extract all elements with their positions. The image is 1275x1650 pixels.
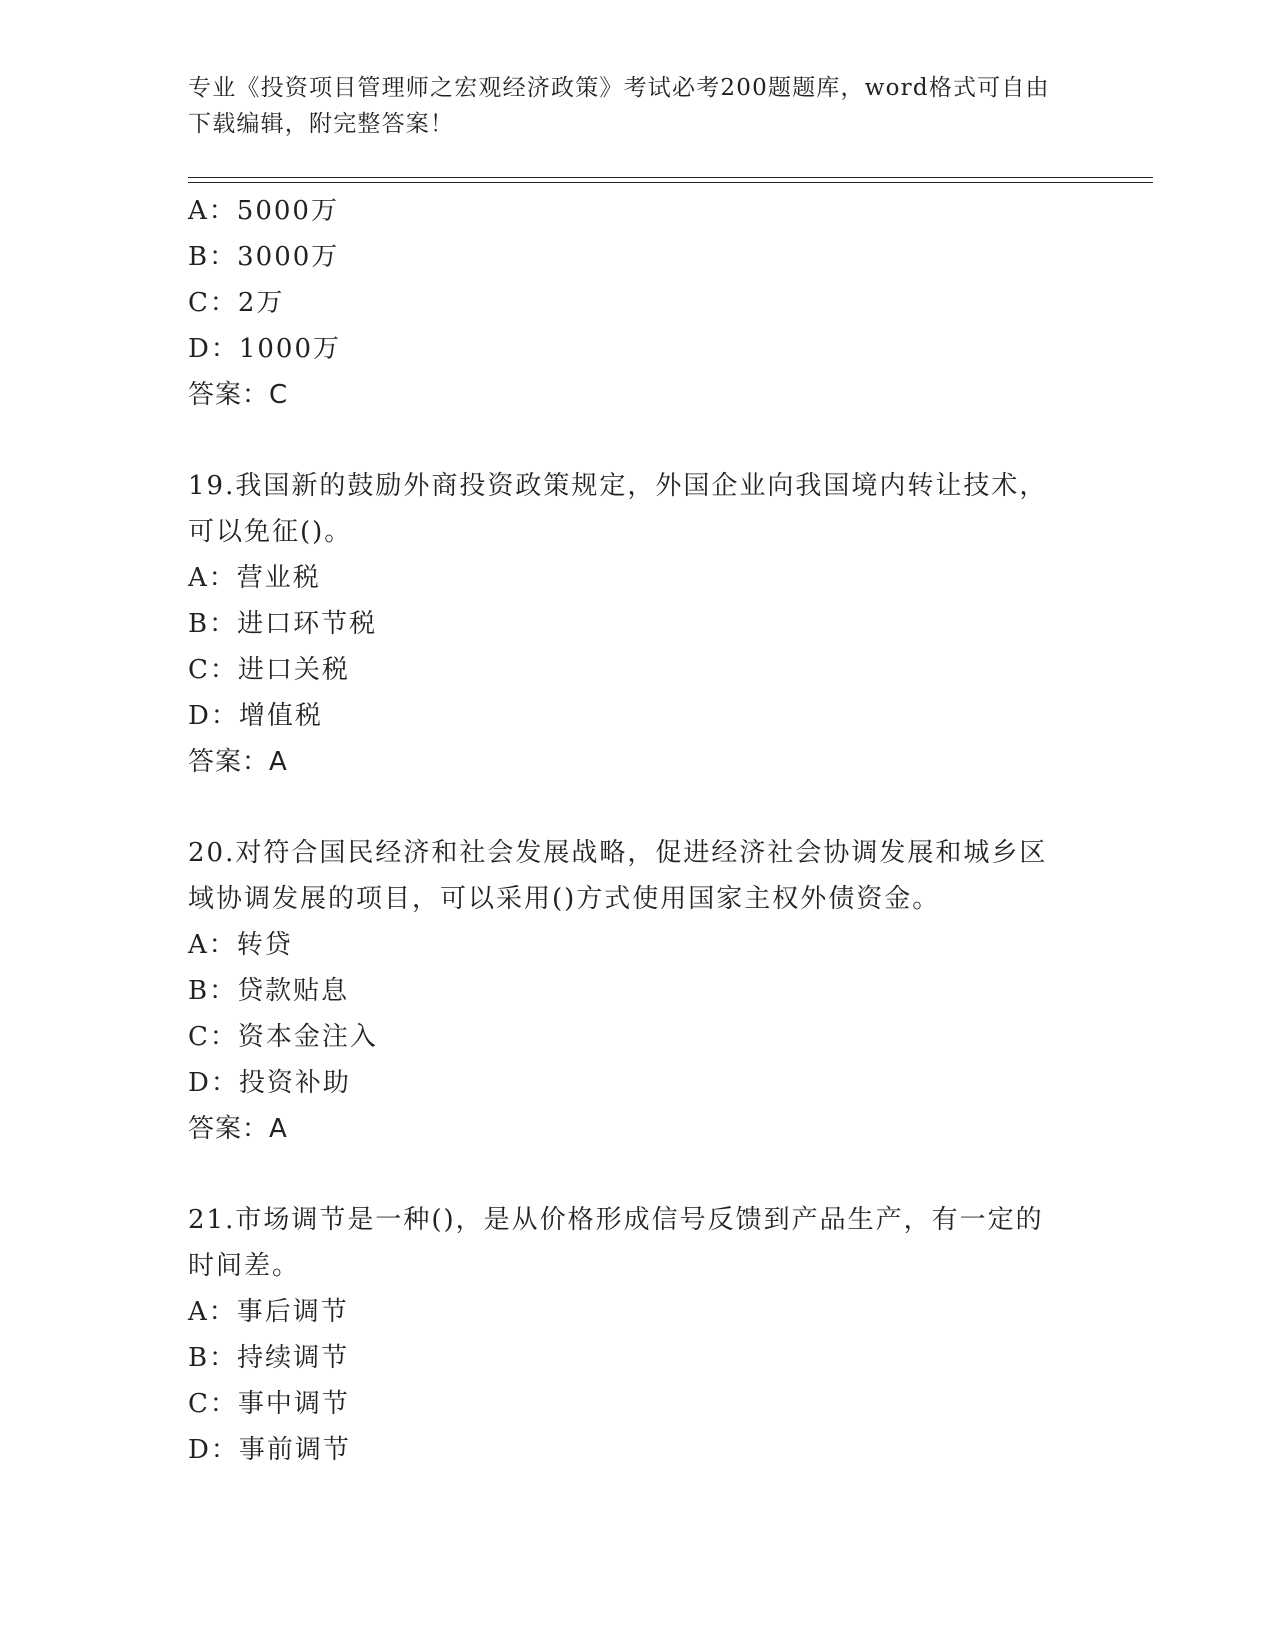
option-b: B：持续调节	[188, 1343, 350, 1373]
option-d: D：1000万	[188, 334, 342, 364]
header-title-line-1: 专业《投资项目管理师之宏观经济政策》考试必考200题题库，word格式可自由	[188, 75, 1050, 101]
option-a: A：转贷	[188, 930, 293, 960]
header-divider-top	[188, 177, 1153, 178]
option-b: B：贷款贴息	[188, 976, 350, 1006]
question-19	[188, 463, 1088, 785]
question-text-line-2: 域协调发展的项目，可以采用()方式使用国家主权外债资金。	[188, 884, 941, 914]
question-text	[188, 463, 1078, 555]
question-text	[188, 1197, 1078, 1289]
option-b: B：进口环节税	[188, 609, 378, 639]
answer-line: 答案：A	[188, 747, 288, 777]
option-d: D：事前调节	[188, 1435, 351, 1465]
answer-line: 答案：A	[188, 1114, 288, 1144]
option-c: C：进口关税	[188, 655, 350, 685]
option-c: C：2万	[188, 288, 285, 318]
question-list	[188, 188, 1088, 1473]
question-text-line-1: 19.我国新的鼓励外商投资政策规定，外国企业向我国境内转让技术，	[188, 471, 1048, 501]
option-d: D：增值税	[188, 701, 323, 731]
option-d: D：投资补助	[188, 1068, 351, 1098]
option-a: A：5000万	[188, 196, 339, 226]
answer-line: 答案：C	[188, 380, 289, 410]
question-text	[188, 830, 1078, 922]
question-18	[188, 188, 1088, 418]
question-text-line-1: 21.市场调节是一种()，是从价格形成信号反馈到产品生产，有一定的	[188, 1205, 1044, 1235]
question-text-line-2: 可以免征()。	[188, 517, 353, 547]
question-21	[188, 1197, 1088, 1473]
question-20	[188, 830, 1088, 1152]
question-text-line-2: 时间差。	[188, 1251, 301, 1281]
header-title-line-2: 下载编辑，附完整答案！	[188, 111, 455, 137]
option-c: C：事中调节	[188, 1389, 350, 1419]
header-divider-bottom	[188, 182, 1153, 183]
page-header	[188, 70, 1068, 142]
option-b: B：3000万	[188, 242, 340, 272]
option-a: A：事后调节	[188, 1297, 349, 1327]
option-c: C：资本金注入	[188, 1022, 378, 1052]
option-a: A：营业税	[188, 563, 321, 593]
question-text-line-1: 20.对符合国民经济和社会发展战略，促进经济社会协调发展和城乡区	[188, 838, 1048, 868]
